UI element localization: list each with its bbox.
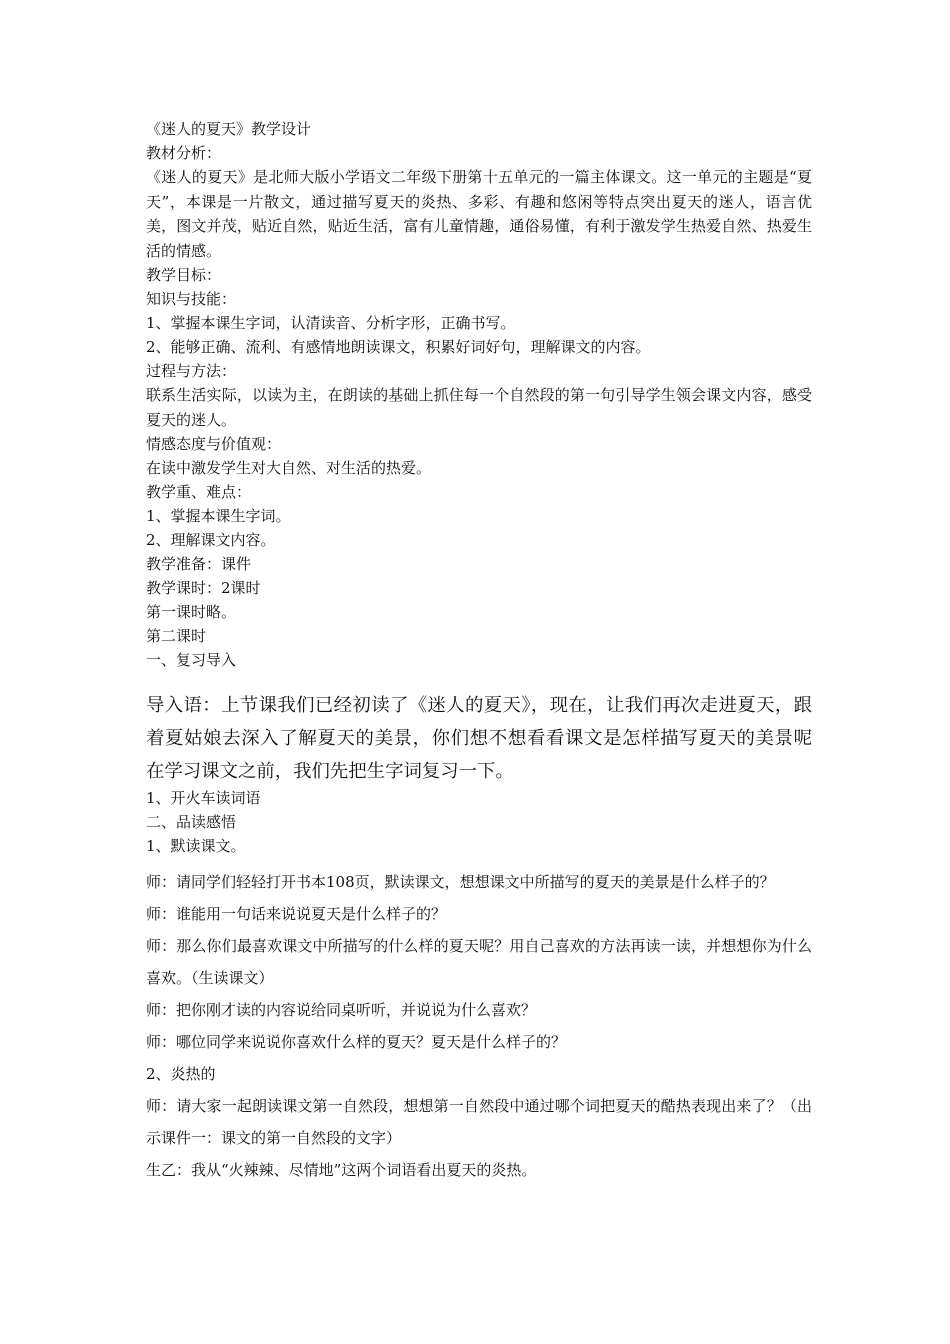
teacher-line: 师：哪位同学来说说你喜欢什么样的夏天？夏天是什么样子的？ [146, 1033, 567, 1051]
knowledge-item: 2、能够正确、流利、有感情地朗读课文，积累好词好句，理解课文的内容。 [146, 338, 651, 356]
material-text: 《迷人的夏天》是北师大版小学语文二年级下册第十五单元的一篇主体课文。这一单元的主题是“夏天”，本课是一片散文，通过描写夏天的炎热、多彩、有趣和悠闲等特点突出夏天的迷人，语言优美，图文并茂，贴近自然，贴近生活，富有儿童情趣，通俗易懂，有利于激发学生热爱自然、热爱生活的情感。 [146, 168, 812, 260]
teacher-line: 师：请同学们轻轻打开书本108页，默读课文，想想课文中所描写的夏天的美景是什么样子的？ [146, 873, 775, 891]
knowledge-item: 1、掌握本课生字词，认清读音、分析字形，正确书写。 [146, 314, 516, 332]
hot-line: 师：请大家一起朗读课文第一自然段，想想第一自然段中通过哪个词把夏天的酷热表现出来了？（出示课件一：课文的第一自然段的文字） [146, 1097, 812, 1147]
document-header-section [146, 117, 812, 672]
key-item: 2、理解课文内容。 [146, 531, 276, 549]
step-train-reading: 1、开火车读词语 [146, 789, 261, 807]
second-lesson-heading: 第二课时 [146, 627, 207, 645]
key-item: 1、掌握本课生字词。 [146, 507, 291, 525]
hot-line: 生乙：我从“火辣辣、尽情地”这两个词语看出夏天的炎热。 [146, 1161, 537, 1179]
dialog-section [146, 866, 812, 1186]
emotion-heading: 情感态度与价值观： [146, 435, 282, 453]
process-heading: 过程与方法： [146, 362, 237, 380]
hot-heading: 2、炎热的 [146, 1065, 216, 1083]
knowledge-heading: 知识与技能： [146, 290, 237, 308]
key-heading: 教学重、难点： [146, 483, 252, 501]
section-reading-heading: 二、品读感悟 [146, 813, 237, 831]
material-heading: 教材分析： [146, 144, 222, 162]
first-lesson-note: 第一课时略。 [146, 603, 237, 621]
intro-section [146, 689, 812, 788]
document-title: 《迷人的夏天》教学设计 [146, 120, 312, 138]
teaching-prep: 教学准备：课件 [146, 555, 252, 573]
emotion-text: 在读中激发学生对大自然、对生活的热爱。 [146, 459, 432, 477]
step-silent-reading: 1、默读课文。 [146, 837, 246, 855]
section-review-heading: 一、复习导入 [146, 651, 237, 669]
reading-section [146, 786, 812, 858]
teaching-hours: 教学课时：2课时 [146, 579, 261, 597]
teacher-line: 师：把你刚才读的内容说给同桌听听，并说说为什么喜欢？ [146, 1001, 537, 1019]
goals-heading: 教学目标： [146, 266, 222, 284]
teacher-line: 师：谁能用一句话来说说夏天是什么样子的？ [146, 905, 447, 923]
intro-text: 导入语：上节课我们已经初读了《迷人的夏天》，现在，让我们再次走进夏天，跟着夏姑娘去深入了解夏天的美景，你们想不想看看课文是怎样描写夏天的美景呢 在学习课文之前，我们先把生字词复习一下。 [146, 695, 812, 782]
process-text: 联系生活实际，以读为主，在朗读的基础上抓住每一个自然段的第一句引导学生领会课文内容，感受夏天的迷人。 [146, 386, 812, 429]
teacher-line: 师：那么你们最喜欢课文中所描写的什么样的夏天呢？用自己喜欢的方法再读一读，并想想你为什么喜欢。（生读课文） [146, 937, 812, 987]
